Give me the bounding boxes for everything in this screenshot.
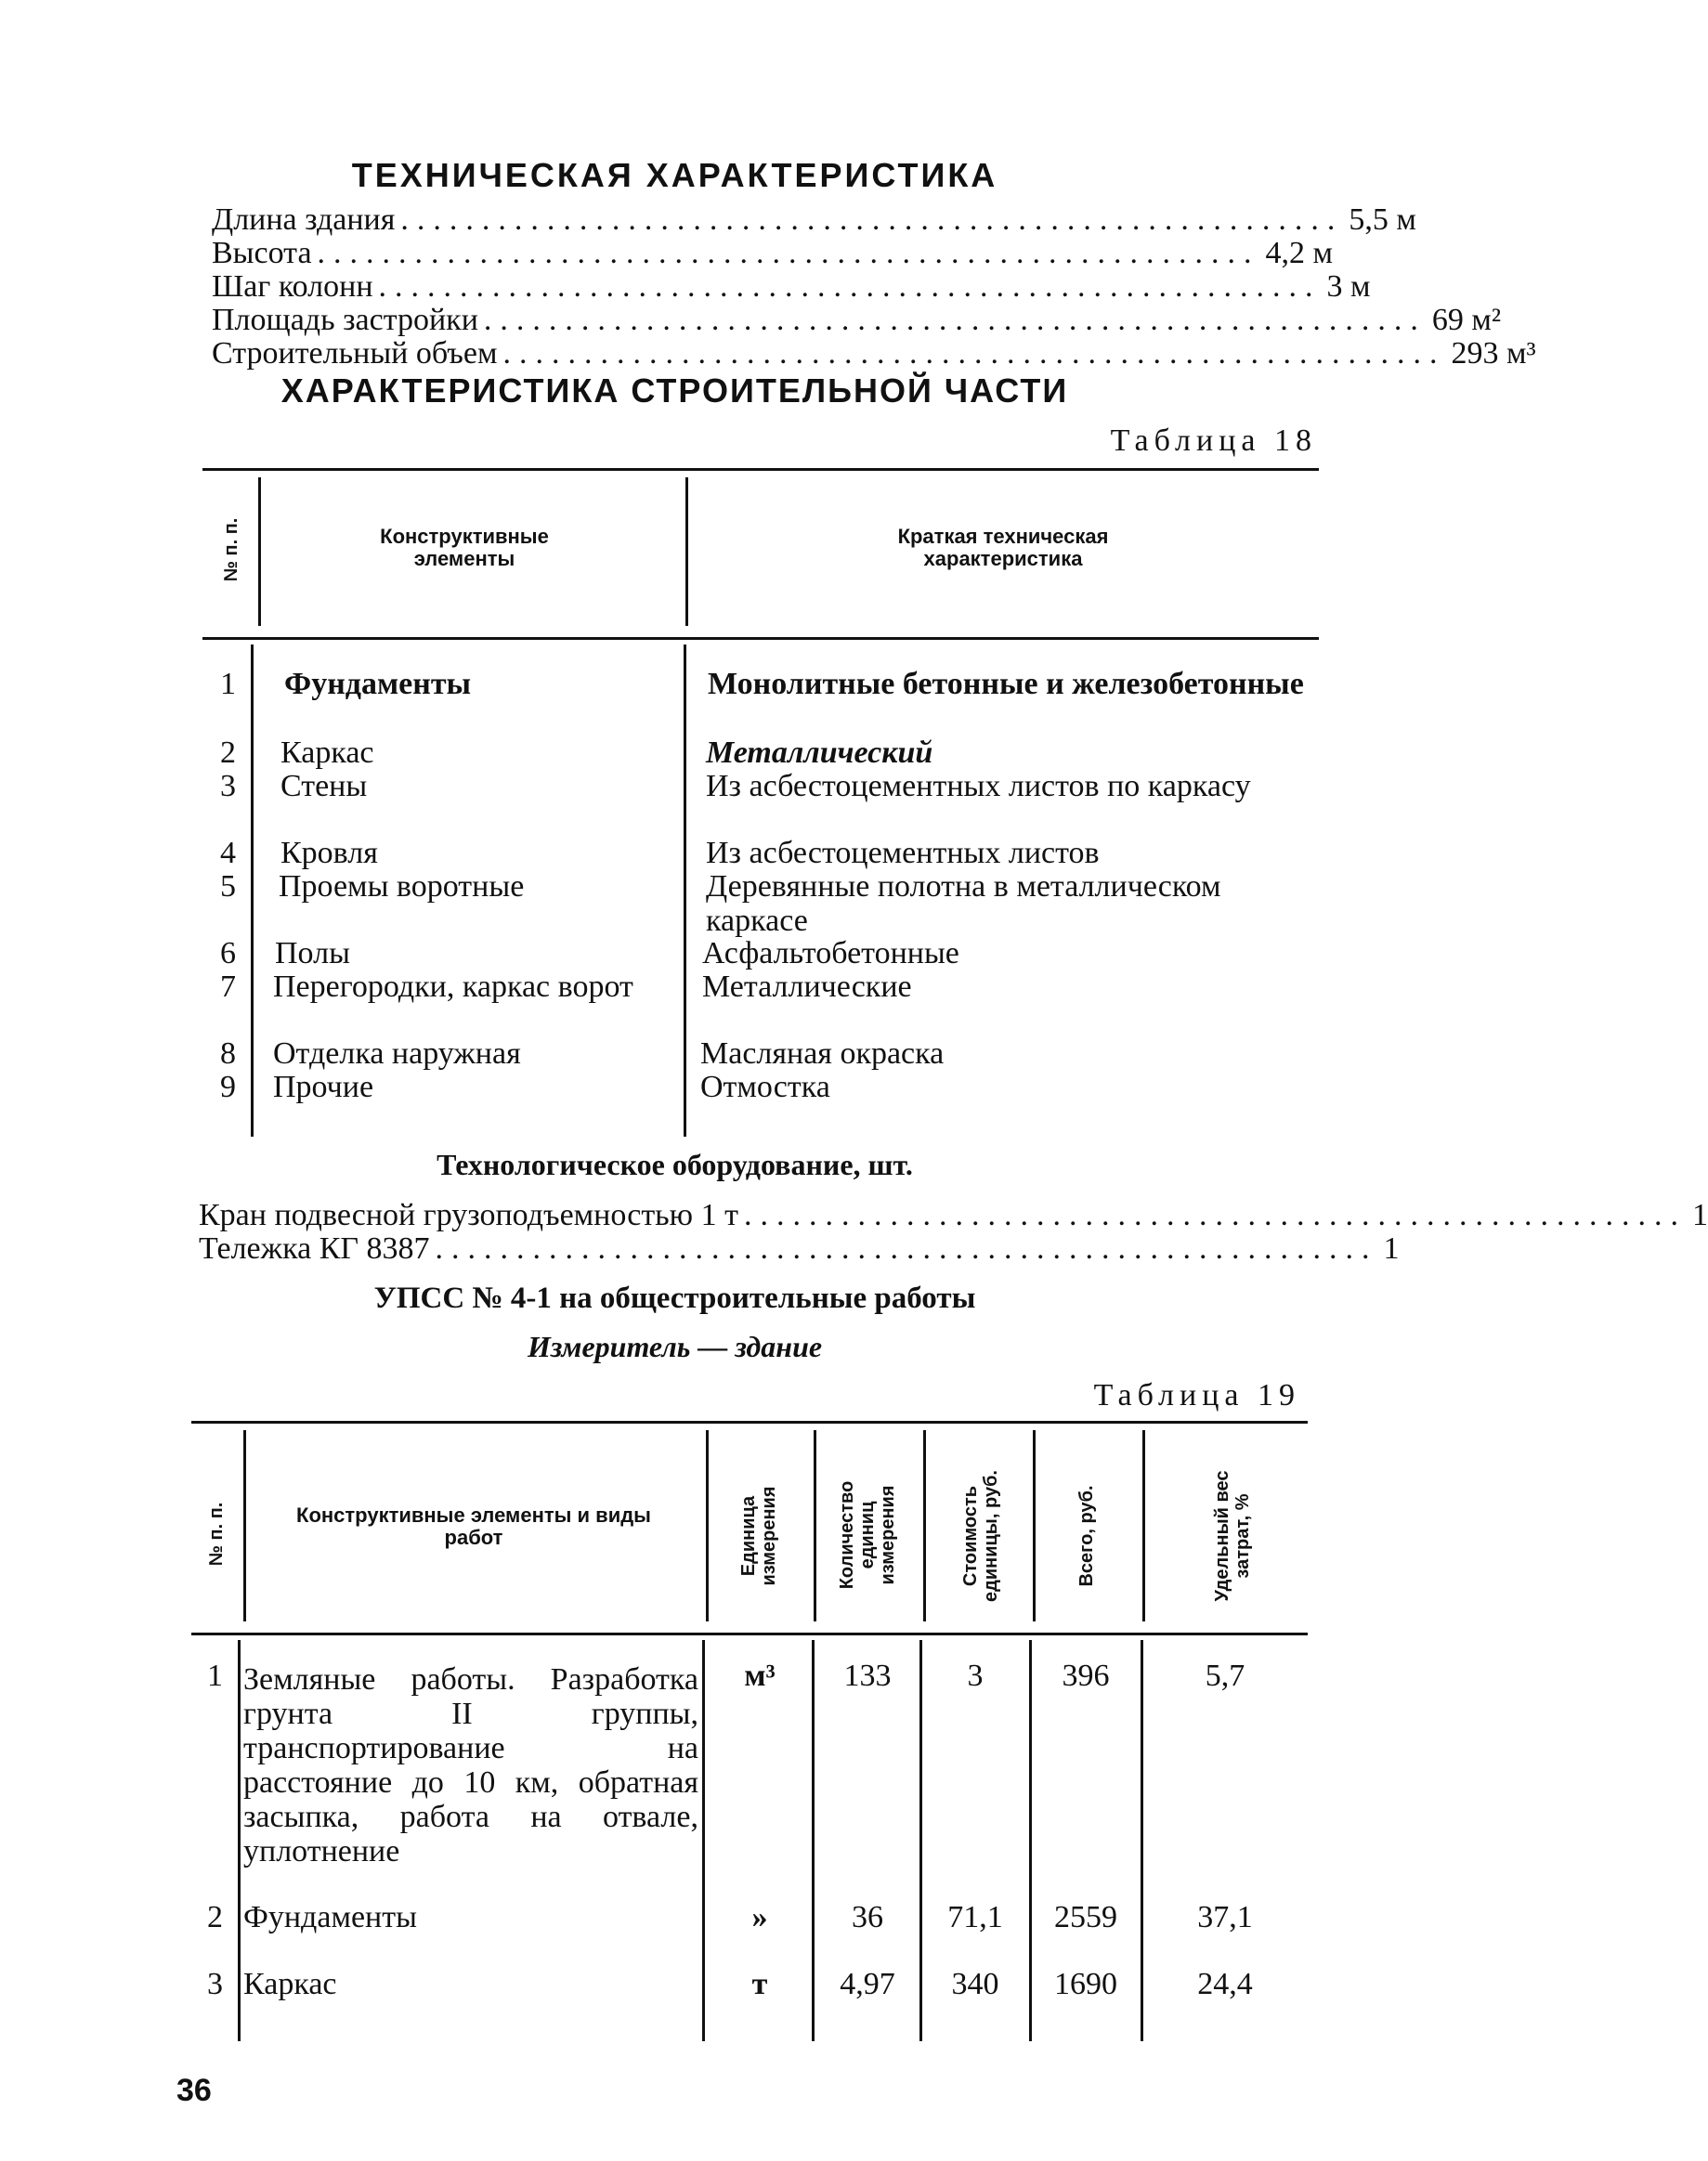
table19-top-rule bbox=[191, 1421, 1308, 1424]
table18-row-element: Фундаменты bbox=[284, 667, 472, 701]
equipment-label: Тележка КГ 8387 bbox=[199, 1231, 430, 1266]
table18-row-desc: Металлический bbox=[706, 736, 933, 770]
table19-row-num: 1 bbox=[207, 1659, 223, 1693]
dot-leader: .......................................................... bbox=[743, 1198, 1687, 1232]
spec-label: Шаг колонн bbox=[212, 269, 373, 304]
table19-header-total: Всего, руб. bbox=[1076, 1485, 1097, 1587]
table19-col-divider bbox=[1033, 1430, 1036, 1621]
table18-row-desc: Из асбестоцементных листов bbox=[706, 836, 1100, 870]
table19-row-element: Земляные работы. Разработка грунта II группы, транспортирование на расстояние до 10 км, обратная засыпка, работа на отвале, уплотнение bbox=[243, 1662, 698, 1868]
table19-row-total: 2559 bbox=[1054, 1900, 1117, 1934]
table18-row-element: Перегородки, каркас ворот bbox=[273, 970, 633, 1004]
upss-subtitle: Измеритель — здание bbox=[527, 1330, 823, 1363]
table19-row-price: 71,1 bbox=[947, 1900, 1003, 1934]
table19-row-element: Фундаменты bbox=[243, 1900, 417, 1934]
dot-leader: .......................................................... bbox=[502, 336, 1446, 371]
table18-row-desc: Отмостка bbox=[700, 1070, 830, 1104]
table19-col-divider bbox=[1141, 1640, 1143, 2041]
table19-row-qty: 36 bbox=[852, 1900, 883, 1934]
table19-row-num: 3 bbox=[207, 1967, 223, 2001]
table19-row-element: Каркас bbox=[243, 1967, 337, 2001]
table18-row-element: Каркас bbox=[280, 736, 374, 770]
dot-leader: .......................................................... bbox=[435, 1231, 1378, 1266]
table18-row-num: 3 bbox=[220, 769, 236, 803]
table19-col-divider bbox=[1029, 1640, 1032, 2041]
equipment-label: Кран подвесной грузоподъемностью 1 т bbox=[199, 1198, 738, 1232]
table18-row-element: Полы bbox=[275, 936, 350, 970]
table18-row-element: Стены bbox=[280, 769, 368, 803]
table19-header-share: Удельный вес затрат, % bbox=[1212, 1470, 1253, 1602]
spec-value: 3 м bbox=[1326, 269, 1371, 304]
table19-header-unit: Единица измерения bbox=[738, 1486, 779, 1586]
spec-value: 293 м³ bbox=[1451, 336, 1536, 371]
table18-row-num: 2 bbox=[220, 736, 236, 770]
table19-col-divider bbox=[1142, 1430, 1145, 1621]
table18-row-desc: Из асбестоцементных листов по каркасу bbox=[706, 769, 1251, 803]
table19-row-qty: 4,97 bbox=[840, 1967, 895, 2001]
table18-header-elements: Конструктивные элементы bbox=[380, 525, 549, 570]
table19-row-total: 396 bbox=[1062, 1659, 1110, 1693]
table19-row-share: 24,4 bbox=[1197, 1967, 1253, 2001]
table18-row-num: 4 bbox=[220, 836, 236, 870]
table18-caption: Таблица 18 bbox=[1110, 423, 1317, 458]
table19-row-share: 37,1 bbox=[1197, 1900, 1253, 1934]
table18-row-desc: Монолитные бетонные и железобетонные bbox=[708, 667, 1304, 701]
dot-leader: .......................................................... bbox=[378, 269, 1322, 304]
table18-row-element: Проемы воротные bbox=[279, 869, 525, 904]
equipment-value: 1 bbox=[1691, 1198, 1708, 1232]
equipment-row bbox=[199, 1198, 1708, 1233]
construction-title: ХАРАКТЕРИСТИКА СТРОИТЕЛЬНОЙ ЧАСТИ bbox=[280, 371, 1069, 410]
tech-title: ТЕХНИЧЕСКАЯ ХАРАКТЕРИСТИКА bbox=[351, 156, 998, 194]
table19-row-unit: т bbox=[751, 1967, 768, 2001]
table19-header-price: Стоимость единицы, руб. bbox=[960, 1470, 1001, 1602]
spec-row bbox=[212, 202, 1416, 238]
table18-header-num: № п. п. bbox=[221, 517, 241, 582]
spec-value: 5,5 м bbox=[1349, 202, 1416, 237]
table19-header-num: № п. п. bbox=[206, 1502, 227, 1567]
table19-row-price: 3 bbox=[967, 1659, 984, 1693]
table18-col-divider bbox=[685, 477, 688, 626]
table18-row-num: 8 bbox=[220, 1036, 236, 1071]
spec-label: Строительный объем bbox=[212, 336, 498, 371]
equipment-value: 1 bbox=[1383, 1231, 1400, 1266]
table19-row-num: 2 bbox=[207, 1900, 223, 1934]
spec-row bbox=[212, 336, 1536, 371]
equipment-row bbox=[199, 1231, 1400, 1267]
table18-row-element: Кровля bbox=[280, 836, 378, 870]
table19-row-qty: 133 bbox=[843, 1659, 892, 1693]
spec-label: Высота bbox=[212, 236, 312, 270]
table18-row-element: Прочие bbox=[273, 1070, 374, 1104]
table19-col-divider bbox=[814, 1430, 816, 1621]
table18-header-description: Краткая техническая характеристика bbox=[897, 525, 1109, 570]
table19-caption: Таблица 19 bbox=[1093, 1378, 1300, 1412]
table19-col-divider bbox=[812, 1640, 815, 2041]
table19-row-total: 1690 bbox=[1054, 1967, 1117, 2001]
dot-leader: .......................................................... bbox=[317, 236, 1260, 270]
table19-col-divider bbox=[702, 1640, 705, 2041]
table18-col-divider bbox=[684, 644, 686, 1137]
dot-leader: .......................................................... bbox=[400, 202, 1344, 237]
table18-col-divider bbox=[251, 644, 254, 1137]
table19-col-divider bbox=[238, 1640, 241, 2041]
table19-col-divider bbox=[706, 1430, 709, 1621]
upss-title: УПСС № 4-1 на общестроительные работы bbox=[373, 1282, 976, 1315]
table19-row-share: 5,7 bbox=[1205, 1659, 1245, 1693]
spec-value: 69 м² bbox=[1431, 303, 1502, 337]
table19-row-unit: м³ bbox=[744, 1659, 776, 1693]
table18-row-num: 6 bbox=[220, 936, 236, 970]
page-number: 36 bbox=[176, 2073, 212, 2108]
table19-header-elements: Конструктивные элементы и виды работ bbox=[296, 1504, 651, 1549]
table19-row-price: 340 bbox=[951, 1967, 999, 2001]
table19-col-divider bbox=[243, 1430, 246, 1621]
table18-row-num: 9 bbox=[220, 1070, 236, 1104]
spec-row bbox=[212, 269, 1371, 305]
table18-row-desc: Асфальтобетонные bbox=[702, 936, 959, 970]
spec-row bbox=[212, 303, 1502, 338]
table19-header-rule bbox=[191, 1633, 1308, 1635]
table18-row-desc: Масляная окраска bbox=[700, 1036, 945, 1071]
spec-label: Длина здания bbox=[212, 202, 396, 237]
table18-header-rule bbox=[202, 637, 1319, 640]
table18-row-element: Отделка наружная bbox=[273, 1036, 521, 1071]
spec-row bbox=[212, 236, 1334, 271]
table19-row-unit: » bbox=[751, 1900, 768, 1934]
spec-label: Площадь застройки bbox=[212, 303, 478, 337]
table18-top-rule bbox=[202, 468, 1319, 471]
table18-row-desc: Деревянные полотна в металлическом каркасе bbox=[706, 869, 1221, 938]
table19-col-divider bbox=[923, 1430, 926, 1621]
spec-value: 4,2 м bbox=[1265, 236, 1334, 270]
table18-col-divider bbox=[258, 477, 261, 626]
table19-col-divider bbox=[919, 1640, 922, 2041]
table18-row-num: 5 bbox=[220, 869, 236, 904]
table18-row-num: 1 bbox=[220, 667, 236, 701]
dot-leader: .......................................................... bbox=[483, 303, 1427, 337]
equipment-title: Технологическое оборудование, шт. bbox=[437, 1148, 913, 1181]
table18-row-num: 7 bbox=[220, 970, 236, 1004]
table19-header-qty: Количество единиц измерения bbox=[837, 1480, 898, 1590]
table18-row-desc: Металлические bbox=[702, 970, 912, 1004]
